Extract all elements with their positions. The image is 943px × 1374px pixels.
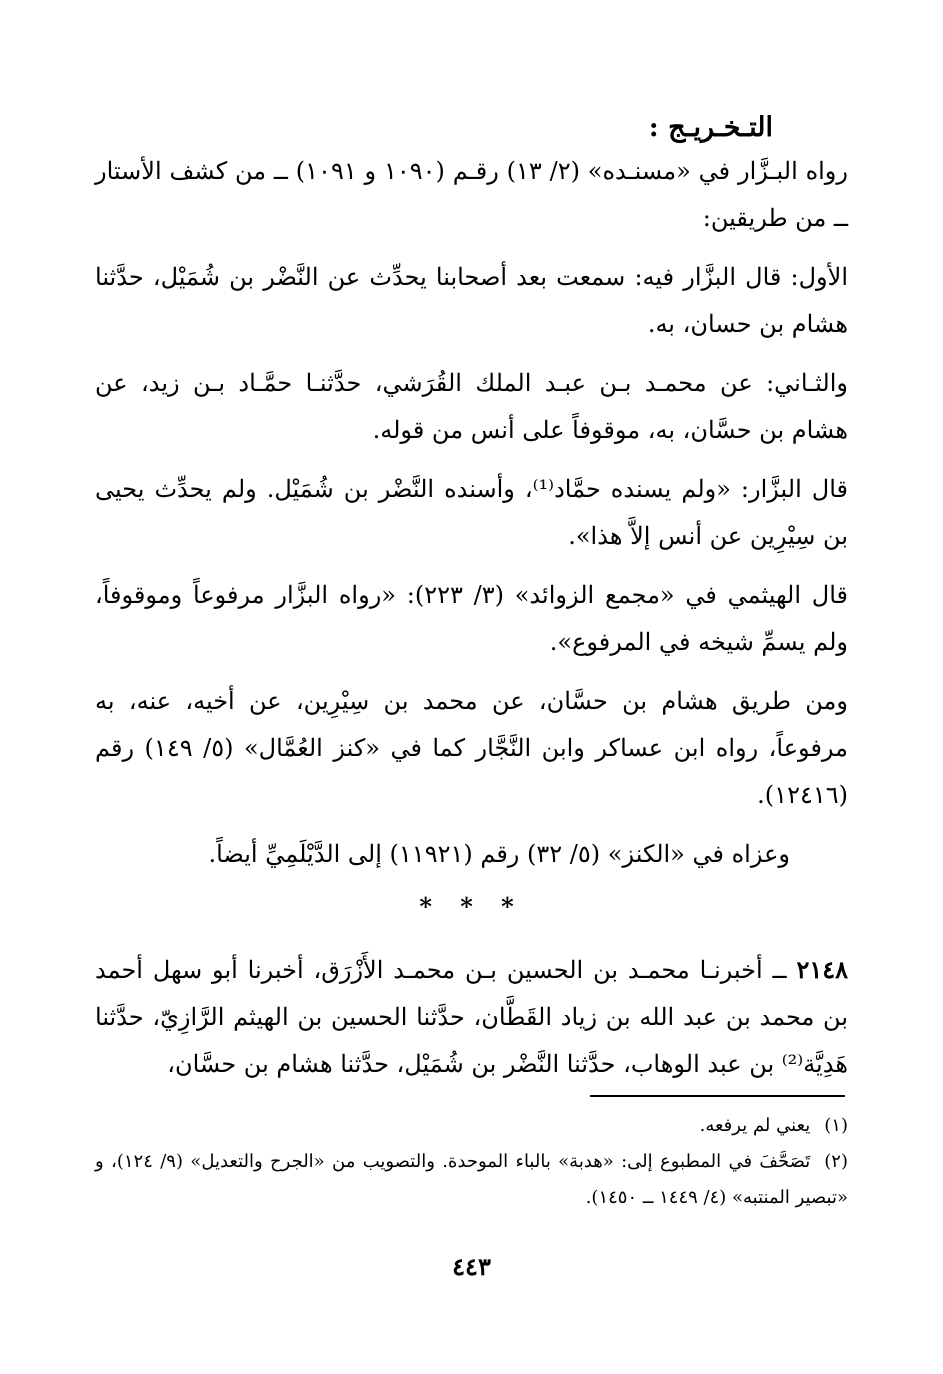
hadith-text: ــ أخبرنـا محمـد بن الحسين بـن محمـد الأَزْرَق، أخبرنا أبو سهل أحمد بن محمد بن عبد الله بن زياد القَطَّان، حدَّثنا الحسين بن الهيثم الرَّازِيّ، حدَّثنا هَدِيَّة⁽²⁾ بن عبد الوهاب، حدَّثنا النَّضْر بن شُمَيْل، حدَّثنا هشام بن حسَّان،	[95, 956, 848, 1078]
footnote-2-number: (٢)	[824, 1151, 848, 1172]
section-separator: * * *	[419, 892, 524, 921]
paragraph-4: قال البزَّار: «ولم يسنده حمَّاد⁽¹⁾، وأسنده النَّضْر بن شُمَيْل. ولم يحدِّث يحيى بن سِيْرِين عن أنس إلاَّ هذا».	[95, 475, 848, 550]
footnote-1	[95, 1108, 848, 1144]
paragraph-2: الأول: قال البزَّار فيه: سمعت بعد أصحابنا يحدِّث عن النَّضْر بن شُمَيْل، حدَّثنا هشام بن حسان، به.	[95, 263, 848, 338]
footnote-2	[95, 1144, 848, 1216]
page-number: ٤٤٣	[452, 1252, 491, 1281]
section-heading: التـخـريـج :	[648, 112, 773, 143]
hadith-number: ٢١٤٨	[796, 955, 848, 984]
footnote-2-text: تَصَحَّفَ في المطبوع إلى: «هدبة» بالباء الموحدة. والتصويب من «الجرح والتعديل» (٩/ ١٢٤)، و «تبصير المنتبه» (٤/ ١٤٤٩ ــ ١٤٥٠).	[95, 1151, 848, 1208]
footnotes	[95, 1108, 848, 1216]
paragraph-6: ومن طريق هشام بن حسَّان، عن محمد بن سِيْرِين، عن أخيه، عنه، به مرفوعاً، رواه ابن عساكر وابن النَّجَّار كما في «كنز العُمَّال» (٥/ ١٤٩) رقم (١٢٤١٦).	[95, 687, 849, 809]
footnote-divider	[590, 1095, 845, 1097]
paragraph-5: قال الهيثمي في «مجمع الزوائد» (٣/ ٢٢٣): «رواه البزَّار مرفوعاً وموقوفاً، ولم يسمِّ شيخه في المرفوع».	[95, 581, 849, 656]
main-text-column	[95, 108, 848, 1100]
footnote-1-text: يعني لم يرفعه.	[699, 1115, 811, 1136]
paragraph-indented: وعزاه في «الكنز» (٥/ ٣٢) رقم (١١٩٢١) إلى الدَّيْلَمِيِّ أيضاً.	[208, 840, 790, 868]
footnote-1-number: (١)	[824, 1115, 848, 1136]
paragraph-1: رواه البـزَّار في «مسنـده» (٢/ ١٣) رقـم (١٠٩٠ و ١٠٩١) ــ من كشف الأستار ــ من طريقين:	[95, 157, 848, 232]
hadith-paragraph	[95, 946, 848, 1088]
paragraph-3: والثـاني: عن محمـد بـن عبـد الملك القُرَشي، حدَّثنـا حمَّـاد بـن زيد، عن هشام بن حسَّان، به، موقوفاً على أنس من قوله.	[95, 369, 848, 444]
